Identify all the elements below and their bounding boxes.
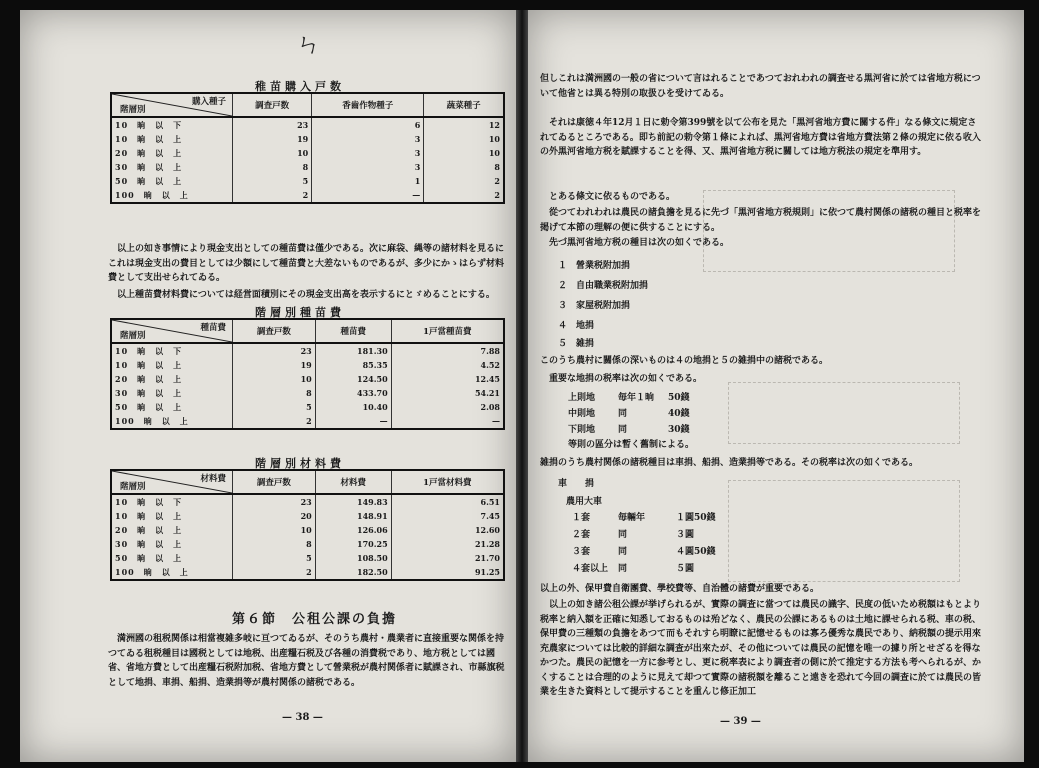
table-row (111, 146, 504, 160)
tax-item: ５ 雑捐 (558, 339, 595, 349)
cell-count: 5 (233, 174, 312, 188)
cell-count: 10 (233, 372, 316, 386)
cell-value: 12.60 (391, 523, 504, 537)
cart-tax-title: 車 捐 (558, 479, 595, 489)
cell-count: 10 (233, 146, 312, 160)
cell-value: 54.21 (391, 386, 504, 400)
row-label: 10 晌 以 上 (111, 132, 233, 146)
cart-rate-freq: 毎輛年 (618, 513, 646, 523)
cell-value: — (391, 414, 504, 429)
cart-rate-horses: ４套以上 (572, 564, 609, 574)
paragraph: このうち農村に關係の深いものは４の地捐と５の雑捐中の諸税である。 (540, 356, 829, 366)
cell-count: 23 (233, 343, 316, 358)
table-row (111, 523, 504, 537)
row-label: 50 晌 以 上 (111, 400, 233, 414)
paragraph: 以上の如き事情により現金支出としての種苗費は僅少である。次に麻袋、縄等の諸材料を見るにこれは現金支出の費目としては少額にして種苗費と大差ないものであるが、多少にかゝはらず材料費として支出せられてゐる。 (108, 244, 505, 283)
section-title: 第６節 公租公課の負擔 (232, 612, 398, 627)
row-label: 10 晌 以 下 (111, 117, 233, 132)
row-label: 10 晌 以 上 (111, 509, 233, 523)
row-label: 10 晌 以 下 (111, 494, 233, 509)
table1-corner: 購入種子 階層別 (111, 93, 233, 117)
table-row (111, 372, 504, 386)
cell-value: 10 (424, 146, 504, 160)
cell-value: 21.28 (391, 537, 504, 551)
cell-count: 10 (233, 523, 316, 537)
land-rate-amount: 50錢 (668, 393, 690, 403)
cell-value: 108.50 (315, 551, 391, 565)
row-label: 20 晌 以 上 (111, 523, 233, 537)
paragraph: 等則の區分は暫く舊制による。 (568, 440, 695, 450)
cell-value: 7.45 (391, 509, 504, 523)
table-row (111, 174, 504, 188)
table1-title: 稚苗購入戸数 (255, 80, 345, 93)
cell-value: 1 (312, 174, 424, 188)
cell-count: 2 (233, 565, 316, 580)
land-rate-freq: 同 (618, 425, 628, 435)
table-row (111, 132, 504, 146)
cell-value: 182.50 (315, 565, 391, 580)
paragraph: 但しこれは満洲國の一般の省について言はれることであつておれわれの調査せる黒河省に於ては省地方税について他省とは異る特別の取扱ひを受けてゐる。 (540, 74, 981, 99)
table3-header: 材料費 (315, 470, 391, 494)
cart-rate-amount: ５圓 (676, 564, 695, 574)
paragraph: 雑捐のうち農村関係の諸税種目は車捐、船捐、造業捐等である。その税率は次の如くである。 (540, 458, 919, 468)
row-label: 10 晌 以 下 (111, 343, 233, 358)
cell-value: 148.91 (315, 509, 391, 523)
cell-value: 2.08 (391, 400, 504, 414)
paragraph: 從つてわれわれは農民の諸負擔を見るに先づ「黒河省地方税規則」に依つて農村関係の諸税の種目と税率を掲げて本節の理解の便に供することにする。 (540, 208, 982, 233)
table-row (111, 494, 504, 509)
table3-corner: 材料費 階層別 (111, 470, 233, 494)
land-rate-grade: 下則地 (568, 425, 596, 435)
cell-value: 6 (312, 117, 424, 132)
tax-item: １ 營業税附加捐 (558, 261, 631, 271)
table-row (111, 400, 504, 414)
cart-tax-sub: 農用大車 (566, 497, 603, 507)
table-row (111, 117, 504, 132)
cell-value: 4.52 (391, 358, 504, 372)
book-gutter (516, 10, 528, 762)
cell-count: 19 (233, 358, 316, 372)
table2-header: 1戸當種苗費 (391, 319, 504, 343)
cell-value: 2 (424, 188, 504, 203)
table-row (111, 565, 504, 580)
cell-value: — (315, 414, 391, 429)
cell-value: 149.83 (315, 494, 391, 509)
cart-rate-horses: ３套 (572, 547, 591, 557)
row-label: 30 晌 以 上 (111, 537, 233, 551)
table2-title: 階層別種苗費 (255, 306, 345, 319)
cell-value: 8 (424, 160, 504, 174)
cell-value: 170.25 (315, 537, 391, 551)
cell-value: — (312, 188, 424, 203)
cell-value: 2 (424, 174, 504, 188)
right-page (528, 10, 1024, 762)
cell-value: 85.35 (315, 358, 391, 372)
cart-rate-horses: ２套 (572, 530, 591, 540)
row-label: 10 晌 以 上 (111, 358, 233, 372)
cell-count: 8 (233, 160, 312, 174)
row-label: 50 晌 以 上 (111, 551, 233, 565)
land-rate-amount: 40錢 (668, 409, 690, 419)
cell-value: 91.25 (391, 565, 504, 580)
cell-value: 12.45 (391, 372, 504, 386)
table1-header: 香齒作物種子 (312, 93, 424, 117)
paragraph: 重要な地捐の税率は次の如くである。 (549, 374, 703, 384)
paragraph: 以上種苗費材料費については経営面積別にその現金支出高を表示するにとゞめることにする。 (117, 290, 495, 300)
cart-rate-freq: 同 (618, 530, 628, 540)
cell-value: 6.51 (391, 494, 504, 509)
table2-header: 調査戸数 (233, 319, 316, 343)
show-through-table (728, 480, 960, 582)
row-label: 50 晌 以 上 (111, 174, 233, 188)
page-number: — 39 — (720, 716, 761, 727)
row-label: 20 晌 以 上 (111, 372, 233, 386)
row-label: 30 晌 以 上 (111, 160, 233, 174)
paragraph: それは康徳４年12月１日に勅令第399號を以て公布を見た「黒河省地方費に關する件」なる條文に規定されてゐるところである。即ち前記の勅令第１條によれば、黒河省地方費は省地方費法第２條の規定に依る收入の外黒河省地方税を賦課することを得、又、黒河省地方税に關しては地方税法の規定を準用す。 (540, 118, 981, 157)
table-row (111, 358, 504, 372)
table-row (111, 414, 504, 429)
row-label: 100 晌 以 上 (111, 414, 233, 429)
cart-rate-amount: １圓50錢 (676, 513, 716, 523)
cart-rate-horses: １套 (572, 513, 591, 523)
cart-rate-freq: 同 (618, 547, 628, 557)
table-row (111, 551, 504, 565)
land-rate-amount: 30錢 (668, 425, 690, 435)
cell-value: 126.06 (315, 523, 391, 537)
purchase-households-table (110, 92, 505, 204)
tax-item: ４ 地捐 (558, 321, 595, 331)
land-rate-freq: 毎年１晌 (618, 393, 655, 403)
cell-value: 3 (312, 132, 424, 146)
cell-count: 5 (233, 400, 316, 414)
cell-count: 23 (233, 117, 312, 132)
table3-title: 階層別材料費 (255, 457, 345, 470)
paragraph: 以上の如き諸公租公課が挙げられるが、實際の調査に當つては農民の識字、民度の低いため税額はもとより税率と納入額を正確に知悉しておるものは殆どなく、農民の公課にあるものは土地に課せられる税、車の税、保甲費の三種類の負擔をあつて而もそれすら明瞭に記憶せるものは寡ろ優秀な農民であり、納税額の提示用來充農家については比較的詳細な調査が出來たが、その他については農民の記憶を唯一の據り所とせざるを得なかつた。農民の記憶を一方に参考とし、更に税率表により調査者の側に於て推定する方法も考へられるが、かくすることは合理的のように見えて却つて實際の諸税額を離ること遠きを恐れて今回の調査に於ては農民の皆業を生きた資料として提示することを重んじ修正加工 (540, 600, 982, 697)
cell-count: 2 (233, 414, 316, 429)
table-row (111, 509, 504, 523)
cell-value: 3 (312, 160, 424, 174)
left-page (20, 10, 516, 762)
table1-header: 蔬菜種子 (424, 93, 504, 117)
row-label: 30 晌 以 上 (111, 386, 233, 400)
table-row (111, 343, 504, 358)
table-row (111, 386, 504, 400)
table2-corner: 種苗費 階層別 (111, 319, 233, 343)
cell-count: 5 (233, 551, 316, 565)
cart-rate-amount: ３圓 (676, 530, 695, 540)
material-cost-table (110, 469, 505, 581)
cart-rate-freq: 同 (618, 564, 628, 574)
handwritten-mark: ㄣ (293, 28, 324, 62)
cell-value: 433.70 (315, 386, 391, 400)
cell-count: 8 (233, 386, 316, 400)
cell-count: 8 (233, 537, 316, 551)
tax-item: ２ 自由職業税附加捐 (558, 281, 649, 291)
cell-value: 10 (424, 132, 504, 146)
cell-value: 21.70 (391, 551, 504, 565)
paragraph: 満洲國の租税関係は相當複雑多岐に亘つてゐるが、そのうち農村・農業者に直接重要な関係を持つてゐる租税種目は國税としては地税、出産糧石税及び各種の消費税であり、地方税としては國省、省地方費として出産糧石税附加税、省地方費として營業税が農村関係者に賦課され、市縣旗税として地捐、車捐、船捐、造業捐等が農村関係の諸税である。 (108, 634, 505, 688)
cell-value: 12 (424, 117, 504, 132)
cell-count: 2 (233, 188, 312, 203)
table2-header: 種苗費 (315, 319, 391, 343)
cell-value: 124.50 (315, 372, 391, 386)
page-number: — 38 — (282, 712, 323, 723)
row-label: 20 晌 以 上 (111, 146, 233, 160)
land-rate-freq: 同 (618, 409, 628, 419)
cell-count: 23 (233, 494, 316, 509)
land-rate-grade: 中則地 (568, 409, 596, 419)
table-row (111, 537, 504, 551)
table-row (111, 188, 504, 203)
cell-count: 19 (233, 132, 312, 146)
show-through-table (728, 382, 960, 444)
table1-header: 調査戸数 (233, 93, 312, 117)
paragraph: とある條文に依るものである。 (549, 192, 676, 202)
cell-value: 10.40 (315, 400, 391, 414)
paragraph: 先づ黒河省地方税の種目は次の如くである。 (549, 238, 730, 248)
cell-value: 181.30 (315, 343, 391, 358)
cell-count: 20 (233, 509, 316, 523)
land-rate-grade: 上則地 (568, 393, 596, 403)
table-row (111, 160, 504, 174)
seed-cost-table (110, 318, 505, 430)
paragraph: 以上の外、保甲費自衛團費、學校費等、自治體の諸費が重要である。 (540, 584, 820, 594)
row-label: 100 晌 以 上 (111, 188, 233, 203)
row-label: 100 晌 以 上 (111, 565, 233, 580)
cell-value: 3 (312, 146, 424, 160)
table3-header: 1戸當材料費 (391, 470, 504, 494)
cell-value: 7.88 (391, 343, 504, 358)
tax-item: ３ 家屋税附加捐 (558, 301, 631, 311)
table3-header: 調査戸数 (233, 470, 316, 494)
cart-rate-amount: ４圓50錢 (676, 547, 716, 557)
